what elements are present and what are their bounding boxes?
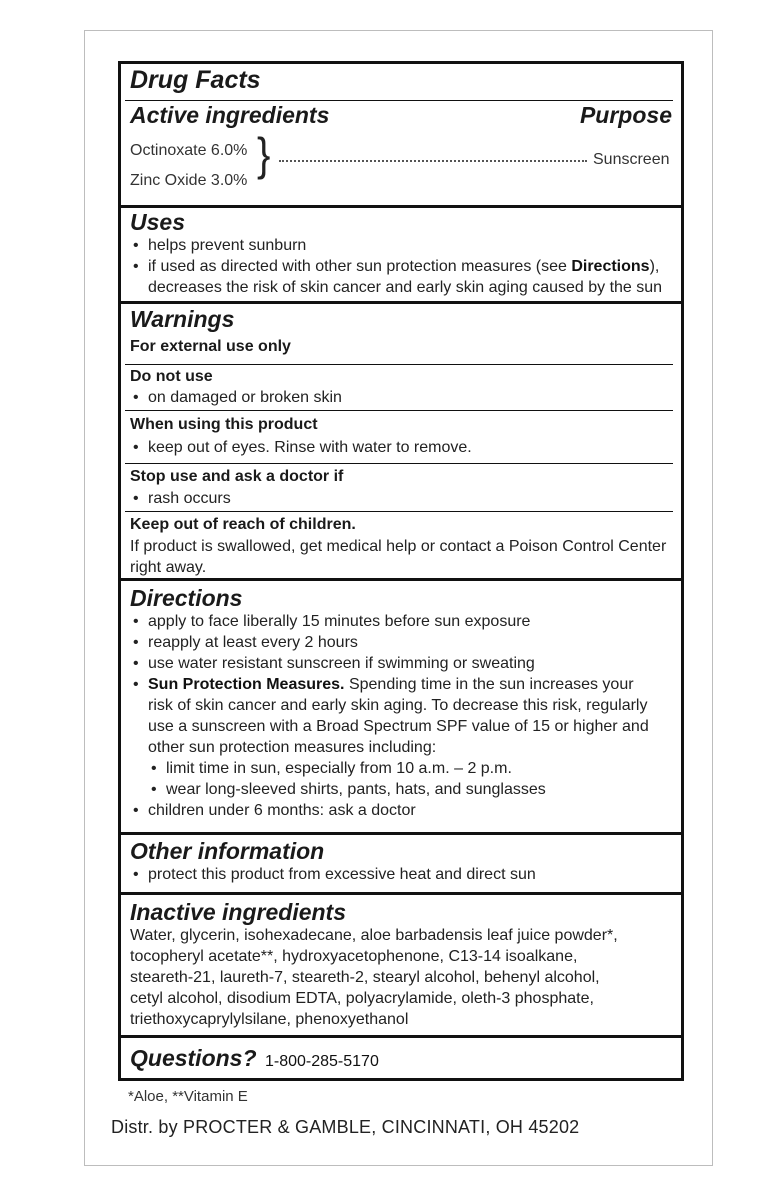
sun-protection-measures-label: Sun Protection Measures. bbox=[148, 676, 345, 693]
bullet-icon: • bbox=[133, 258, 139, 275]
warnings-section bbox=[121, 306, 681, 357]
inactive-ingredients-line: tocopheryl acetate**, hydroxyacetophenone, C13-14 isoalkane, bbox=[130, 948, 578, 965]
dot-leader bbox=[279, 159, 587, 162]
inactive-ingredients-heading: Inactive ingredients bbox=[130, 899, 347, 925]
other-information-section bbox=[121, 838, 681, 885]
inactive-ingredients-line: cetyl alcohol, disodium EDTA, polyacrylamide, oleth-3 phosphate, bbox=[130, 990, 594, 1007]
sun-protection-measures-item: • Sun Protection Measures. Spending time in the sun increases your risk of skin cancer and early skin aging. To decrease this risk, regularly use a sunscreen with a Broad Spectrum SPF value of 15 or higher and other sun protection measures including: bbox=[133, 676, 649, 756]
bullet-icon: • bbox=[133, 634, 139, 651]
when-using-item: • keep out of eyes. Rinse with water to remove. bbox=[133, 439, 472, 456]
drug-facts-title-section bbox=[121, 66, 681, 94]
uses-heading: Uses bbox=[130, 209, 185, 235]
when-using-heading: When using this product bbox=[130, 416, 318, 433]
directions-sub-item: • limit time in sun, especially from 10 a.m. – 2 p.m. bbox=[151, 760, 512, 777]
section-divider bbox=[121, 892, 681, 895]
active-ingredients-section bbox=[121, 102, 681, 202]
external-use-only: For external use only bbox=[130, 338, 291, 355]
purpose-heading: Purpose bbox=[579, 102, 672, 128]
bullet-icon: • bbox=[133, 490, 139, 507]
directions-item: • apply to face liberally 15 minutes before sun exposure bbox=[133, 613, 531, 630]
bullet-icon: • bbox=[151, 781, 157, 798]
bullet-icon: • bbox=[133, 866, 139, 883]
bullet-icon: • bbox=[133, 439, 139, 456]
directions-item: • use water resistant sunscreen if swimming or sweating bbox=[133, 655, 535, 672]
uses-section bbox=[121, 209, 681, 298]
stop-use-section bbox=[121, 466, 681, 509]
purpose-sunscreen: Sunscreen bbox=[593, 151, 670, 168]
other-information-item: • protect this product from excessive heat and direct sun bbox=[133, 866, 536, 883]
section-divider bbox=[121, 832, 681, 835]
bullet-icon: • bbox=[133, 237, 139, 254]
uses-item: • helps prevent sunburn bbox=[133, 237, 307, 254]
do-not-use-item: • on damaged or broken skin bbox=[133, 389, 342, 406]
directions-heading: Directions bbox=[130, 585, 243, 611]
warning-divider bbox=[125, 410, 673, 411]
do-not-use-section bbox=[121, 366, 681, 408]
ingredient-zinc-oxide: Zinc Oxide 3.0% bbox=[130, 172, 248, 189]
warnings-heading: Warnings bbox=[130, 306, 235, 332]
section-divider bbox=[121, 1035, 681, 1038]
other-information-heading: Other information bbox=[130, 838, 325, 864]
section-divider bbox=[121, 578, 681, 581]
questions-section bbox=[121, 1045, 681, 1072]
inactive-ingredients-line: Water, glycerin, isohexadecane, aloe barbadensis leaf juice powder*, bbox=[130, 927, 618, 944]
keep-out-text: right away. bbox=[130, 559, 207, 576]
title-divider bbox=[125, 100, 673, 101]
inactive-ingredients-section bbox=[121, 899, 681, 1030]
stop-use-heading: Stop use and ask a doctor if bbox=[130, 468, 344, 485]
section-divider bbox=[121, 301, 681, 304]
directions-sub-item: • wear long-sleeved shirts, pants, hats, and sunglasses bbox=[151, 781, 546, 798]
drug-facts-title: Drug Facts bbox=[130, 66, 261, 94]
inactive-ingredients-line: triethoxycaprylylsilane, phenoxyethanol bbox=[130, 1011, 409, 1028]
questions-phone: 1-800-285-5170 bbox=[264, 1053, 379, 1070]
keep-out-section bbox=[121, 514, 681, 578]
active-ingredients-heading: Active ingredients bbox=[130, 102, 330, 128]
stop-use-item: • rash occurs bbox=[133, 490, 231, 507]
warning-divider bbox=[125, 364, 673, 365]
questions-label: Questions? bbox=[130, 1045, 257, 1071]
keep-out-heading: Keep out of reach of children. bbox=[130, 516, 356, 533]
bullet-icon: • bbox=[133, 676, 139, 693]
brace-icon: } bbox=[257, 129, 271, 181]
when-using-section bbox=[121, 414, 681, 458]
bullet-icon: • bbox=[133, 655, 139, 672]
uses-item: • if used as directed with other sun protection measures (see Directions), decreases the risk of skin cancer and early skin aging caused by the sun bbox=[133, 258, 663, 296]
bullet-icon: • bbox=[133, 613, 139, 630]
bullet-icon: • bbox=[151, 760, 157, 777]
warning-divider bbox=[125, 511, 673, 512]
section-divider bbox=[121, 205, 681, 208]
distributor-line: Distr. by PROCTER & GAMBLE, CINCINNATI, OH 45202 bbox=[111, 1117, 580, 1137]
directions-item: • reapply at least every 2 hours bbox=[133, 634, 358, 651]
warning-divider bbox=[125, 463, 673, 464]
directions-section bbox=[121, 585, 681, 821]
keep-out-text: If product is swallowed, get medical help or contact a Poison Control Center bbox=[130, 538, 667, 555]
directions-item: • children under 6 months: ask a doctor bbox=[133, 802, 416, 819]
bullet-icon: • bbox=[133, 802, 139, 819]
footnote: *Aloe, **Vitamin E bbox=[128, 1088, 248, 1105]
directions-reference: Directions bbox=[571, 258, 650, 275]
inactive-ingredients-line: steareth-21, laureth-7, steareth-2, stearyl alcohol, behenyl alcohol, bbox=[130, 969, 600, 986]
do-not-use-heading: Do not use bbox=[130, 368, 213, 385]
bullet-icon: • bbox=[133, 389, 139, 406]
drug-facts-panel bbox=[118, 61, 684, 1081]
ingredient-octinoxate: Octinoxate 6.0% bbox=[130, 142, 248, 159]
